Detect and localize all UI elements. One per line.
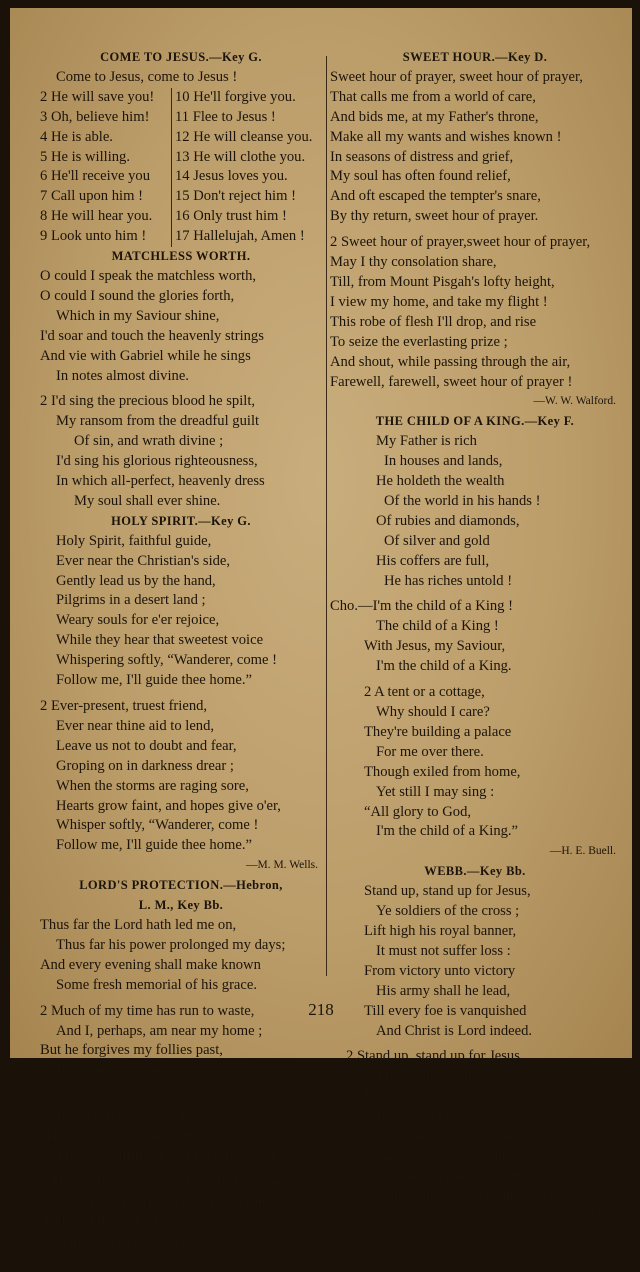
verse-line: Make all my wants and wishes known !	[330, 128, 562, 145]
verse-grid-cell: 3 Oh, believe him!	[40, 108, 172, 128]
hymn-author: —Isaac Watts.	[251, 1255, 318, 1268]
verse-line: Pilgrims in a desert land ;	[56, 592, 206, 609]
hymn-title: MATCHLESS WORTH.	[111, 249, 251, 264]
verse-line: In seasons of distress and grief,	[330, 148, 514, 165]
verse-line: I view my home, and take my flight !	[330, 293, 548, 310]
verse-line: Thus far the Lord hath led me on,	[40, 916, 237, 933]
verse-line: Whisper softly, “Wanderer, come !	[56, 817, 259, 834]
verse-line: O could I speak the matchless worth,	[40, 267, 257, 284]
verse-line: “All glory to God,	[364, 803, 472, 820]
verse-line: For me over there.	[376, 743, 484, 760]
hymn-title: L. M., Key Bb.	[138, 898, 224, 913]
verse-line: 2 I'd sing the precious blood he spilt,	[40, 393, 256, 410]
verse-line: Follow me, I'll guide thee home.”	[56, 837, 252, 854]
verse-line: And shout, while passing through the air,	[330, 353, 571, 370]
verse-line: And bids me, at my Father's throne,	[330, 108, 539, 125]
verse-grid	[40, 88, 322, 247]
verse-line: Stand up, stand up for Jesus,	[364, 883, 531, 900]
verse-grid-cell: 7 Call upon him !	[40, 187, 172, 207]
verse-grid-cell: 2 He will save you!	[40, 88, 172, 108]
verse-grid-cell: 10 He'll forgive you.	[175, 88, 296, 105]
verse-line: He gives me strength for days to come.	[56, 1062, 285, 1079]
verse-line: It must not suffer loss :	[376, 942, 511, 959]
verse-line: He has riches untold !	[384, 572, 513, 589]
verse-line: Of silver and gold	[384, 532, 490, 549]
verse-line: Thus far his power prolonged my days;	[56, 936, 286, 953]
hymn-author: —M. M. Wells.	[245, 859, 318, 872]
verse-line: I'd sing his glorious righteousness,	[56, 453, 258, 470]
verse-line: And vie with Gabriel while he sings	[40, 347, 251, 364]
verse-grid-cell: 17 Hallelujah, Amen !	[175, 228, 305, 245]
verse-line: Their watchful stations round my bed.	[56, 1147, 279, 1164]
verse-line: By thy return, sweet hour of prayer.	[330, 208, 539, 225]
verse-line: I'm the child of a King.”	[376, 823, 519, 840]
verse-line: My Father is rich	[376, 433, 477, 450]
verse-line: Till, from Mount Pisgah's lofty height,	[330, 273, 555, 290]
verse-line: My soul has often found relief,	[330, 168, 511, 185]
verse-line: When the storms are raging sore,	[56, 777, 249, 794]
hymn-title: LORD'S PROTECTION.—Hebron,	[79, 878, 283, 893]
hymnal-page	[10, 8, 632, 1268]
verse-line: That calls me from a world of care,	[330, 88, 536, 105]
verse-line: Follow me, I'll guide thee home.”	[56, 672, 252, 689]
verse-grid-cell: 13 He will clothe you.	[175, 148, 306, 165]
verse-line: In houses and lands,	[384, 453, 503, 470]
verse-line: Whispering softly, “Wanderer, come !	[56, 652, 277, 669]
verse-line: I'd soar and touch the heavenly strings	[40, 327, 264, 344]
verse-grid-cell: 11 Flee to Jesus !	[175, 108, 276, 125]
verse-line: Sweet hour of prayer, sweet hour of prayer,	[330, 68, 583, 85]
verse-line: Groping on in darkness drear ;	[56, 757, 234, 774]
verse-line: 2 Sweet hour of prayer,sweet hour of prayer,	[330, 234, 591, 251]
verse-line: And wait thy voice to break my tomb,	[40, 1213, 263, 1230]
verse-line: They're building a palace	[364, 723, 512, 740]
verse-grid-cell: 8 He will hear you.	[40, 207, 172, 227]
verse-line: Lift high his royal banner,	[364, 922, 517, 939]
verse-line: 4 Thus, when the night of death shall come,	[40, 1173, 296, 1190]
verse-line: Why should I care?	[376, 704, 490, 720]
verse-grid-cell: 14 Jesus loves you.	[175, 168, 288, 185]
verse-grid-cell: 9 Look unto him !	[40, 227, 172, 247]
verse-line: With Jesus, my Saviour,	[364, 638, 506, 655]
verse-line: In which all-perfect, heavenly dress	[56, 473, 265, 490]
hymn-title: HOLY SPIRIT.—Key G.	[111, 513, 251, 528]
verse-line: 2 Stand up, stand up for Jesus,	[346, 1048, 524, 1065]
verse-line: And every evening shall make known	[40, 956, 261, 973]
page-number: 218	[308, 1000, 334, 1019]
verse-line: My soul shall ever shine.	[74, 492, 221, 509]
verse-line: Ever near the Christian's side,	[56, 552, 231, 569]
verse-line: “Ye that are men, now serve him,”	[364, 1128, 566, 1145]
column-divider	[326, 56, 327, 976]
verse-line: And oft escaped the tempter's snare,	[330, 188, 541, 205]
hymn-title: WEBB.—Key Bb.	[424, 864, 526, 879]
verse-line: Against unnumbered foes ;	[376, 1147, 534, 1164]
verse-line: Farewell, farewell, sweet hour of prayer !	[330, 373, 573, 390]
verse-grid-cell: 12 He will cleanse you.	[175, 128, 313, 145]
left-column	[40, 48, 322, 1272]
verse-line: Gently lead us by the hand,	[56, 572, 216, 589]
right-column	[330, 48, 620, 1227]
verse-line: Of the world in his hands !	[384, 492, 541, 509]
verse-line: I'm the child of a King.	[376, 658, 512, 675]
hymn-title: COME TO JESUS.—Key G.	[100, 50, 262, 64]
verse-line: His coffers are full,	[376, 552, 490, 569]
verse-line: He holdeth the wealth	[376, 473, 505, 490]
verse-line: 3 I lay my body down to sleep ;	[40, 1088, 225, 1105]
hymn-author: —H. E. Buell.	[549, 845, 616, 858]
verse-line: The trumpet call obey ;	[376, 1068, 513, 1085]
verse-line: With sweet salvation in the sound.	[56, 1233, 257, 1250]
verse-line: Ever near thine aid to lend,	[56, 717, 215, 734]
verse-line: My ransom from the dreadful guilt	[56, 413, 260, 430]
verse-line: Some fresh memorial of his grace.	[56, 976, 258, 993]
verse-line: To seize the everlasting prize ;	[330, 333, 508, 350]
verse-grid-cell: 4 He is able.	[40, 128, 172, 148]
verse-line: In this his glorious day :	[376, 1108, 518, 1125]
verse-line: Yet still I may sing :	[376, 783, 495, 800]
verse-line: Forth to the mighty conflict,	[364, 1088, 529, 1105]
verse-grid-cell: 15 Don't reject him !	[175, 188, 296, 205]
verse-line: Hearts grow faint, and hopes give o'er,	[56, 797, 281, 814]
verse-line: And strength to strength oppose.	[376, 1187, 567, 1204]
hymn-title: SWEET HOUR.—Key D.	[402, 50, 548, 64]
verse-line: Which in my Saviour shine,	[56, 307, 220, 324]
verse-grid-cell: 16 Only trust him !	[175, 208, 287, 225]
verse-line: His army shall he lead,	[376, 982, 511, 999]
verse-line: Cho.—I'm the child of a King !	[330, 598, 513, 615]
verse-line: 2 Ever-present, truest friend,	[40, 698, 208, 714]
verse-line: My flesh shall rest beneath the ground,	[56, 1193, 284, 1210]
verse-grid-cell: 5 He is willing.	[40, 148, 172, 168]
verse-line: Till every foe is vanquished	[364, 1002, 527, 1019]
verse-line: May I thy consolation share,	[330, 254, 497, 271]
verse-line: Peace is the pillow for my head,	[56, 1108, 244, 1125]
verse-line: While well appointed angels keep	[40, 1128, 238, 1145]
verse-line: Come to Jesus, come to Jesus !	[56, 68, 238, 85]
verse-line: While they hear that sweetest voice	[56, 632, 264, 649]
verse-line: The child of a King !	[376, 618, 499, 635]
hymn-title: THE CHILD OF A KING.—Key F.	[375, 414, 575, 429]
verse-line: But he forgives my follies past,	[40, 1042, 223, 1059]
verse-line: O could I sound the glories forth,	[40, 287, 235, 304]
verse-line: And Christ is Lord indeed.	[376, 1022, 533, 1039]
verse-line: Of sin, and wrath divine ;	[74, 433, 224, 450]
verse-line: Of rubies and diamonds,	[376, 512, 520, 529]
hymn-author: —Geo. Duffield, Jr.	[524, 1209, 616, 1222]
verse-line: Leave us not to doubt and fear,	[56, 737, 237, 754]
verse-line: In notes almost divine.	[56, 367, 189, 384]
verse-line: Your courage rise with danger,	[364, 1167, 544, 1184]
verse-line: This robe of flesh I'll drop, and rise	[330, 313, 537, 330]
verse-line: Holy Spirit, faithful guide,	[56, 532, 212, 549]
hymn-author: —W. W. Walford.	[533, 395, 616, 408]
verse-line: 2 Much of my time has run to waste,	[40, 1002, 255, 1019]
verse-line: Ye soldiers of the cross ;	[376, 903, 520, 920]
verse-grid-cell: 6 He'll receive you	[40, 167, 172, 187]
verse-line: 2 A tent or a cottage,	[364, 684, 485, 701]
verse-line: From victory unto victory	[364, 962, 516, 979]
verse-line: Weary souls for e'er rejoice,	[56, 612, 220, 629]
verse-line: Though exiled from home,	[364, 763, 521, 780]
verse-line: And I, perhaps, am near my home ;	[56, 1022, 263, 1039]
